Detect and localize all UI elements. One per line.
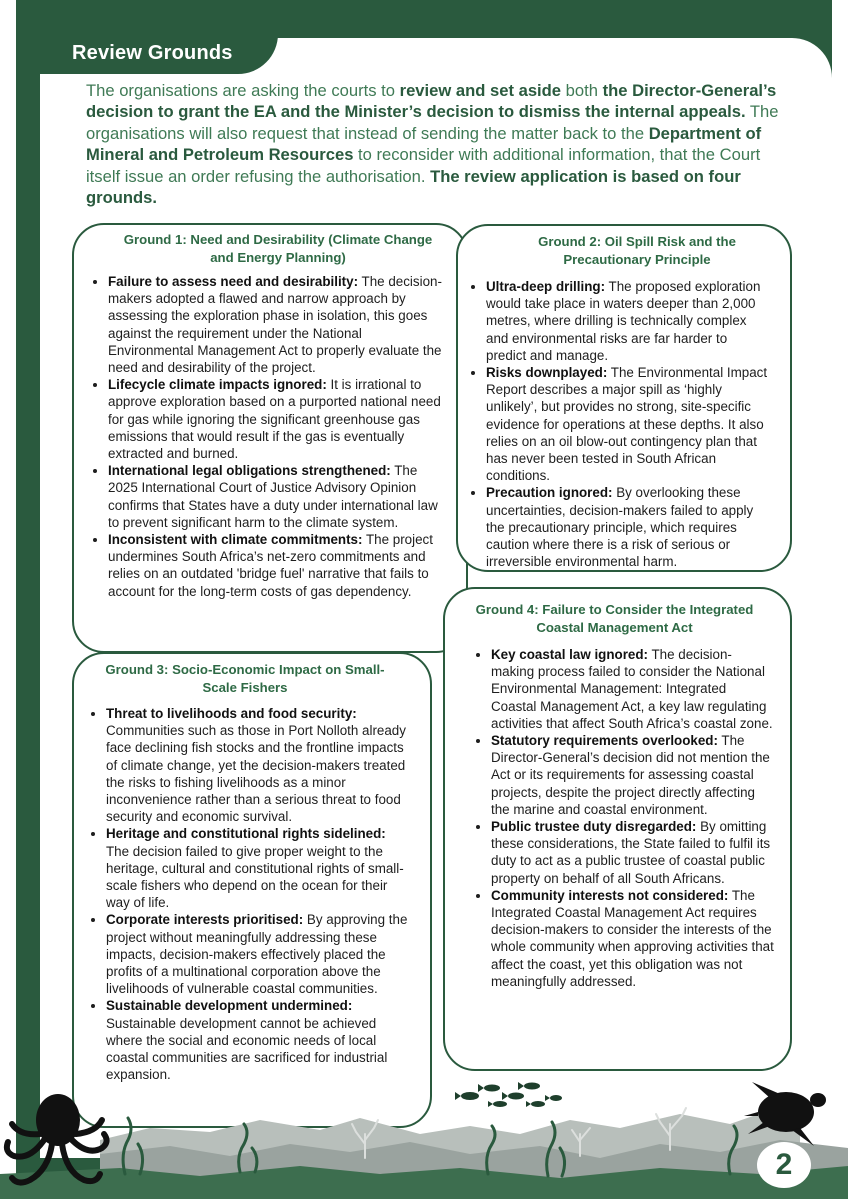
ground-3-card — [72, 652, 432, 1128]
item-label: Sustainable development undermined: — [106, 998, 353, 1014]
item-label: Key coastal law ignored: — [491, 647, 649, 662]
list-item — [486, 484, 770, 570]
ground-1-card — [72, 223, 468, 653]
item-text: Communities such as those in Port Nolloth already face declining fish stocks and the frontline impacts of climate change, yet the decision-makers treated the risks to fishing livelihoods as a minor inconvenience rather than a serious threat to food security and economic survival. — [106, 723, 406, 825]
item-label: Lifecycle climate impacts ignored: — [108, 377, 327, 393]
page-title: Review Grounds — [72, 42, 233, 64]
list-item — [491, 818, 774, 887]
intro-text-2: both — [561, 81, 603, 100]
item-label: Statutory requirements overlooked: — [491, 733, 718, 749]
list-item — [491, 887, 774, 990]
intro-text-4: to reconsider with additional information, that the Court itself issue an order refusing the authorisation. — [86, 145, 761, 186]
seabed-illustration — [0, 1070, 848, 1199]
item-text: The 2025 International Court of Justice Advisory Opinion confirms that States have a duty under international law to prevent significant harm to the climate system. — [108, 463, 438, 530]
list-item — [491, 732, 774, 818]
item-label: International legal obligations strengthened: — [108, 463, 391, 479]
intro-bold-1: review and set aside — [399, 81, 562, 100]
intro-bold-3: Department of Mineral and Petroleum Resources — [86, 123, 762, 165]
item-label: Inconsistent with climate commitments: — [108, 532, 363, 548]
ground-2-card — [456, 224, 792, 572]
item-text: The proposed exploration would take place in waters deeper than 2,000 metres, where drilling is technically complex and environmental risks are far harder to predict and manage. — [486, 279, 761, 363]
list-item — [106, 705, 412, 825]
intro-paragraph — [86, 80, 786, 208]
ground-3-title: Ground 3: Socio-Economic Impact on Small-Scale Fishers — [105, 662, 385, 695]
ground-3-list — [74, 705, 430, 1083]
item-text: The decision-makers adopted a flawed and narrow approach by assessing the exploration phase in isolation, this goes against the requirement under the National Environmental Management Act to properly evaluate the need and desirability of the project. — [108, 274, 442, 376]
list-item — [108, 462, 444, 531]
intro-bold-2: the Director-General’s decision to grant the EA and the Minister’s decision to dismiss the internal appeals. — [86, 81, 777, 122]
ground-2-title: Ground 2: Oil Spill Risk and the Precautionary Principle — [538, 234, 736, 267]
intro-text-1: The organisations are asking the courts to — [86, 81, 400, 100]
list-item — [491, 646, 774, 732]
item-label: Precaution ignored: — [486, 485, 613, 501]
list-item — [106, 825, 412, 911]
item-label: Corporate interests prioritised: — [106, 912, 304, 928]
ground-4-card — [443, 587, 792, 1071]
list-item — [108, 273, 444, 376]
item-label: Threat to livelihoods and food security: — [106, 706, 357, 721]
fish-school-icon — [455, 1082, 562, 1107]
item-label: Heritage and constitutional rights sidelined: — [106, 826, 386, 842]
item-text: The decision-making process failed to consider the National Environmental Management: Integrated Coastal Management Act, a key law regulating activities that affect South Africa’s coastal zone. — [491, 647, 773, 731]
item-text: The decision failed to give proper weight to the heritage, cultural and constitutional rights of small-scale fishers who depend on the ocean for their way of life. — [106, 843, 404, 911]
list-item — [486, 278, 770, 364]
list-item — [486, 364, 770, 484]
item-label: Community interests not considered: — [491, 887, 729, 903]
item-text: The Environmental Impact Report describes a major spill as ‘highly unlikely’, but provides no strong, site-specific evidence for operations at these depths. It also relies on an oil blow-out contingency plan that has never been tested in South African conditions. — [486, 365, 768, 484]
item-text: By approving the project without meaningfully addressing these impacts, decision-makers effectively placed the profits of a multinational corporation above the livelihoods of vulnerable coastal communities. — [106, 912, 408, 997]
ground-1-title: Ground 1: Need and Desirability (Climate Change and Energy Planning) — [123, 232, 433, 265]
list-item — [106, 911, 412, 997]
list-item — [108, 376, 444, 462]
item-text: The Integrated Coastal Management Act requires decision-makers to consider the interests of the whole community when approving activities that affect the coast, yet this obligation was not meaningfully addressed. — [491, 887, 774, 989]
ground-4-list — [445, 646, 790, 990]
page-number: 2 — [757, 1142, 811, 1188]
ground-4-title: Ground 4: Failure to Consider the Integrated Coastal Management Act — [475, 602, 754, 635]
item-label: Ultra-deep drilling: — [486, 279, 606, 294]
octopus-icon — [7, 1094, 107, 1183]
ground-1-list — [74, 273, 466, 600]
item-text: By omitting these considerations, the State failed to fulfil its duty to act as a public trustee of coastal public property on behalf of all South Africans. — [491, 819, 771, 886]
item-text: Sustainable development cannot be achieved where the social and economic needs of local coastal communities are sacrificed for industrial expansion. — [106, 1015, 388, 1083]
intro-text-3: The organisations will also request that instead of sending the matter back to the — [86, 102, 779, 143]
item-label: Risks downplayed: — [486, 365, 608, 381]
item-text: The Director-General’s decision did not mention the Act or its requirements for assessing coastal projects, despite the project directly affecting the marine and coastal environment. — [491, 733, 770, 817]
item-label: Public trustee duty disregarded: — [491, 819, 697, 835]
intro-bold-4: The review application is based on four grounds. — [86, 166, 741, 208]
item-text: By overlooking these uncertainties, decision-makers failed to apply the precautionary principle, which requires caution where there is a risk of serious or irreversible environmental harm. — [486, 485, 754, 570]
list-item — [108, 531, 444, 600]
item-text: It is irrational to approve exploration based on a purported national need for gas while ignoring the significant greenhouse gas emissions that would result if the gas is eventually extracted and burned. — [108, 377, 441, 462]
ground-2-list — [458, 278, 790, 570]
item-text: The project undermines South Africa’s net-zero commitments and relies on an outdated 'bridge fuel' narrative that fails to account for the long-term costs of gas dependency. — [108, 532, 433, 599]
item-label: Failure to assess need and desirability: — [108, 274, 359, 289]
